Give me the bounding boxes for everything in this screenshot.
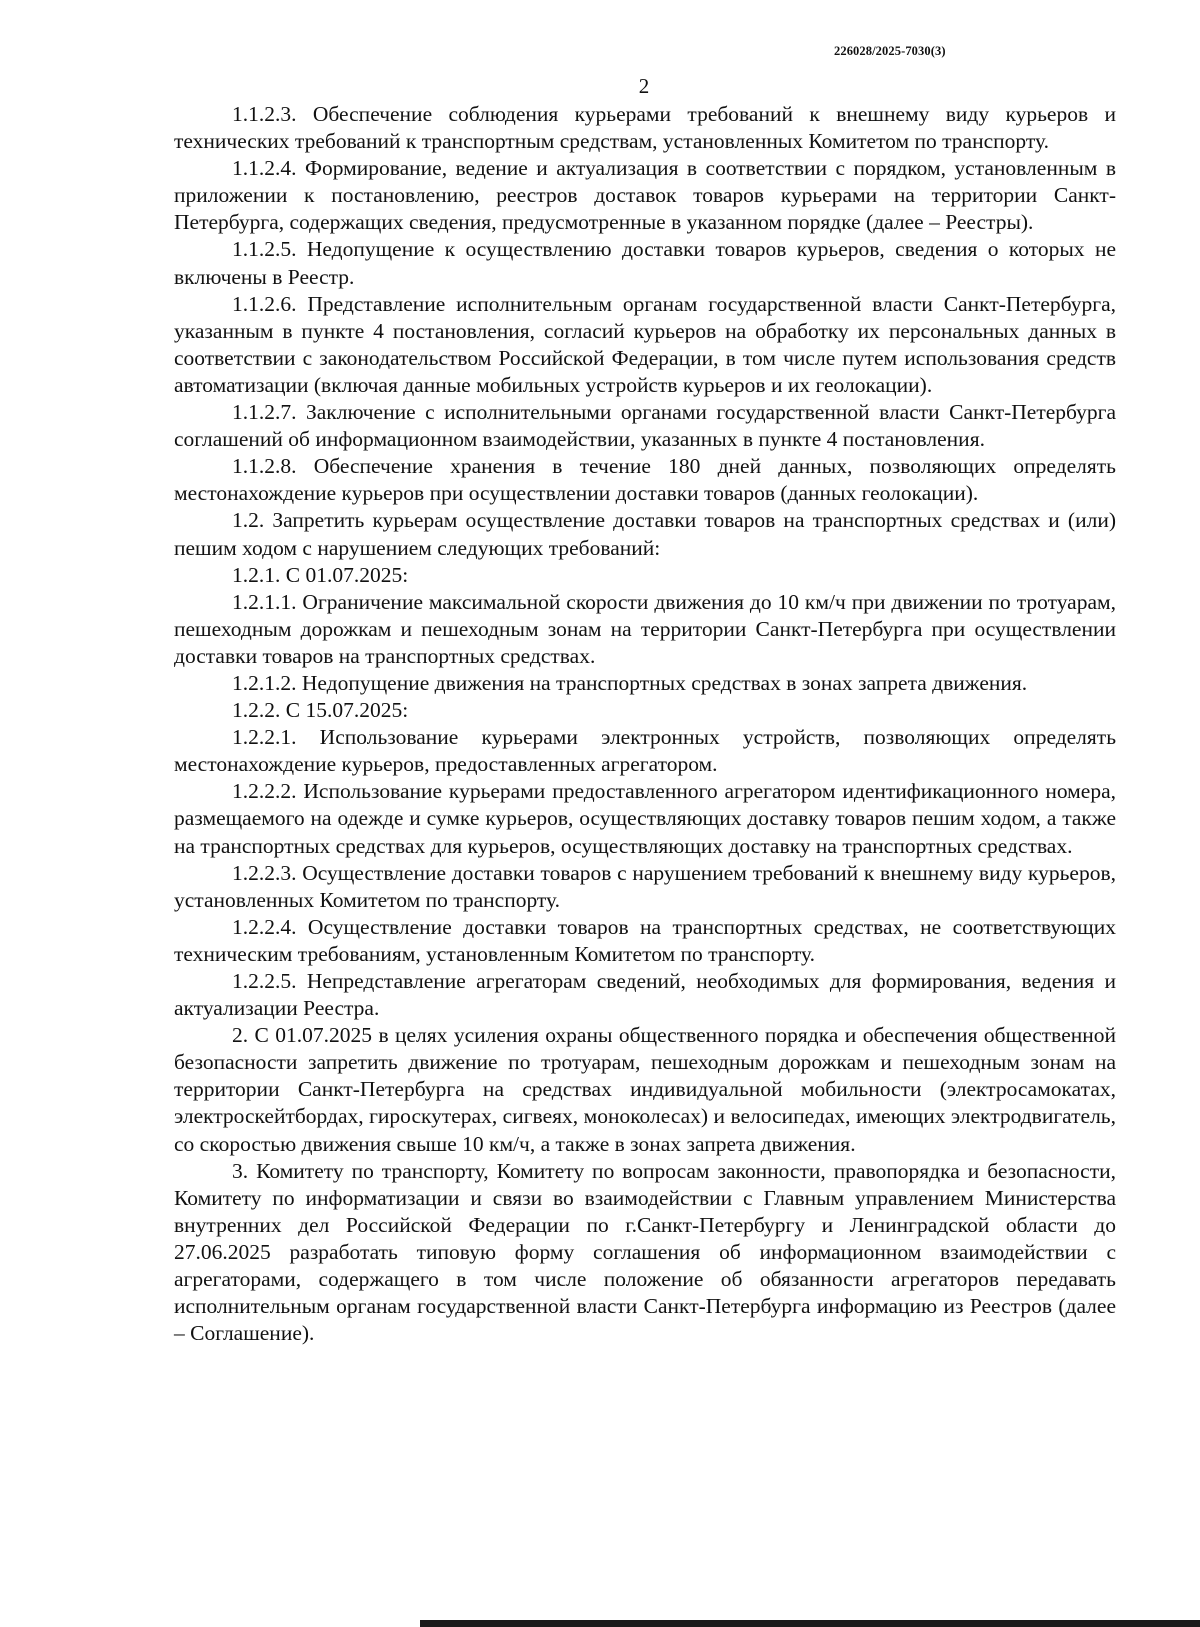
page-number: 2: [638, 74, 650, 98]
paragraph-1-2-2-5: 1.2.2.5. Непредставление агрегаторам сведений, необходимых для формирования, ведения и актуализации Реестра.: [174, 969, 1116, 1021]
paragraph-1-2-2-3: 1.2.2.3. Осуществление доставки товаров с нарушением требований к внешнему виду курьеров, установленных Комитетом по транспорту.: [174, 860, 1116, 912]
paragraph-1-2-2-2: 1.2.2.2. Использование курьерами предоставленного агрегатором идентификационного номера, размещаемого на одежде и сумке курьеров, осуществляющих доставку товаров пешим ходом, а также на транспортных средствах для курьеров, осуществляющих доставку на транспортных средствах.: [174, 779, 1116, 858]
paragraph-1-1-2-3: 1.1.2.3. Обеспечение соблюдения курьерами требований к внешнему виду курьеров и технических требований к транспортным средствам, установленных Комитетом по транспорту.: [174, 102, 1116, 154]
paragraph-2: 2. С 01.07.2025 в целях усиления охраны общественного порядка и обеспечения общественной безопасности запретить движение по тротуарам, пешеходным дорожкам и пешеходным зонам на территории Санкт-Петербурга на средствах индивидуальной мобильности (электросамокатах, электроскейтбордах, гироскутерах, сигвеях, моноколесах) и велосипедах, имеющих электродвигатель, со скоростью движения свыше 10 км/ч, а также в зонах запрета движения.: [174, 1023, 1116, 1156]
paragraph-1-2-1: 1.2.1. С 01.07.2025:: [232, 562, 409, 587]
scan-bottom-edge: [420, 1620, 1200, 1627]
paragraph-1-1-2-5: 1.1.2.5. Недопущение к осуществлению доставки товаров курьеров, сведения о которых не включены в Реестр.: [174, 237, 1116, 289]
paragraph-1-2: 1.2. Запретить курьерам осуществление доставки товаров на транспортных средствах и (или) пешим ходом с нарушением следующих требований:: [174, 508, 1116, 560]
paragraph-1-2-1-1: 1.2.1.1. Ограничение максимальной скорости движения до 10 км/ч при движении по тротуарам, пешеходным дорожкам и пешеходным зонам на территории Санкт-Петербурга при осуществлении доставки товаров на транспортных средствах.: [174, 589, 1116, 668]
paragraph-1-2-2-4: 1.2.2.4. Осуществление доставки товаров на транспортных средствах, не соответствующих техническим требованиям, установленным Комитетом по транспорту.: [174, 914, 1116, 966]
paragraph-1-2-1-2: 1.2.1.2. Недопущение движения на транспортных средствах в зонах запрета движения.: [232, 670, 1028, 695]
paragraph-1-2-2-1: 1.2.2.1. Использование курьерами электронных устройств, позволяющих определять местонахождение курьеров, предоставленных агрегатором.: [174, 725, 1116, 777]
paragraph-1-1-2-7: 1.1.2.7. Заключение с исполнительными органами государственной власти Санкт-Петербурга соглашений об информационном взаимодействии, указанных в пункте 4 постановления.: [174, 400, 1116, 452]
paragraph-3: 3. Комитету по транспорту, Комитету по вопросам законности, правопорядка и безопасности, Комитету по информатизации и связи во взаимодействии с Главным управлением Министерства внутренних дел Российской Федерации по г.Санкт-Петербургу и Ленинградской области до 27.06.2025 разработать типовую форму соглашения об информационном взаимодействии с агрегаторами, содержащего в том числе положение об обязанности агрегаторов передавать исполнительным органам государственной власти Санкт-Петербурга информацию из Реестров (далее – Соглашение).: [174, 1158, 1116, 1346]
paragraph-1-1-2-4: 1.1.2.4. Формирование, ведение и актуализация в соответствии с порядком, установленным в приложении к постановлению, реестров доставок товаров курьерами на территории Санкт-Петербурга, содержащих сведения, предусмотренные в указанном порядке (далее – Реестры).: [174, 156, 1116, 235]
document-registration-number: 226028/2025-7030(3): [834, 44, 946, 58]
paragraph-1-1-2-8: 1.1.2.8. Обеспечение хранения в течение 180 дней данных, позволяющих определять местонахождение курьеров при осуществлении доставки товаров (данных геолокации).: [174, 454, 1116, 506]
paragraph-1-2-2: 1.2.2. С 15.07.2025:: [232, 698, 409, 723]
document-body: [174, 101, 1116, 1347]
paragraph-1-1-2-6: 1.1.2.6. Представление исполнительным органам государственной власти Санкт-Петербурга, указанным в пункте 4 постановления, согласий курьеров на обработку их персональных данных в соответствии с законодательством Российской Федерации, в том числе путем использования средств автоматизации (включая данные мобильных устройств курьеров и их геолокации).: [174, 291, 1116, 397]
